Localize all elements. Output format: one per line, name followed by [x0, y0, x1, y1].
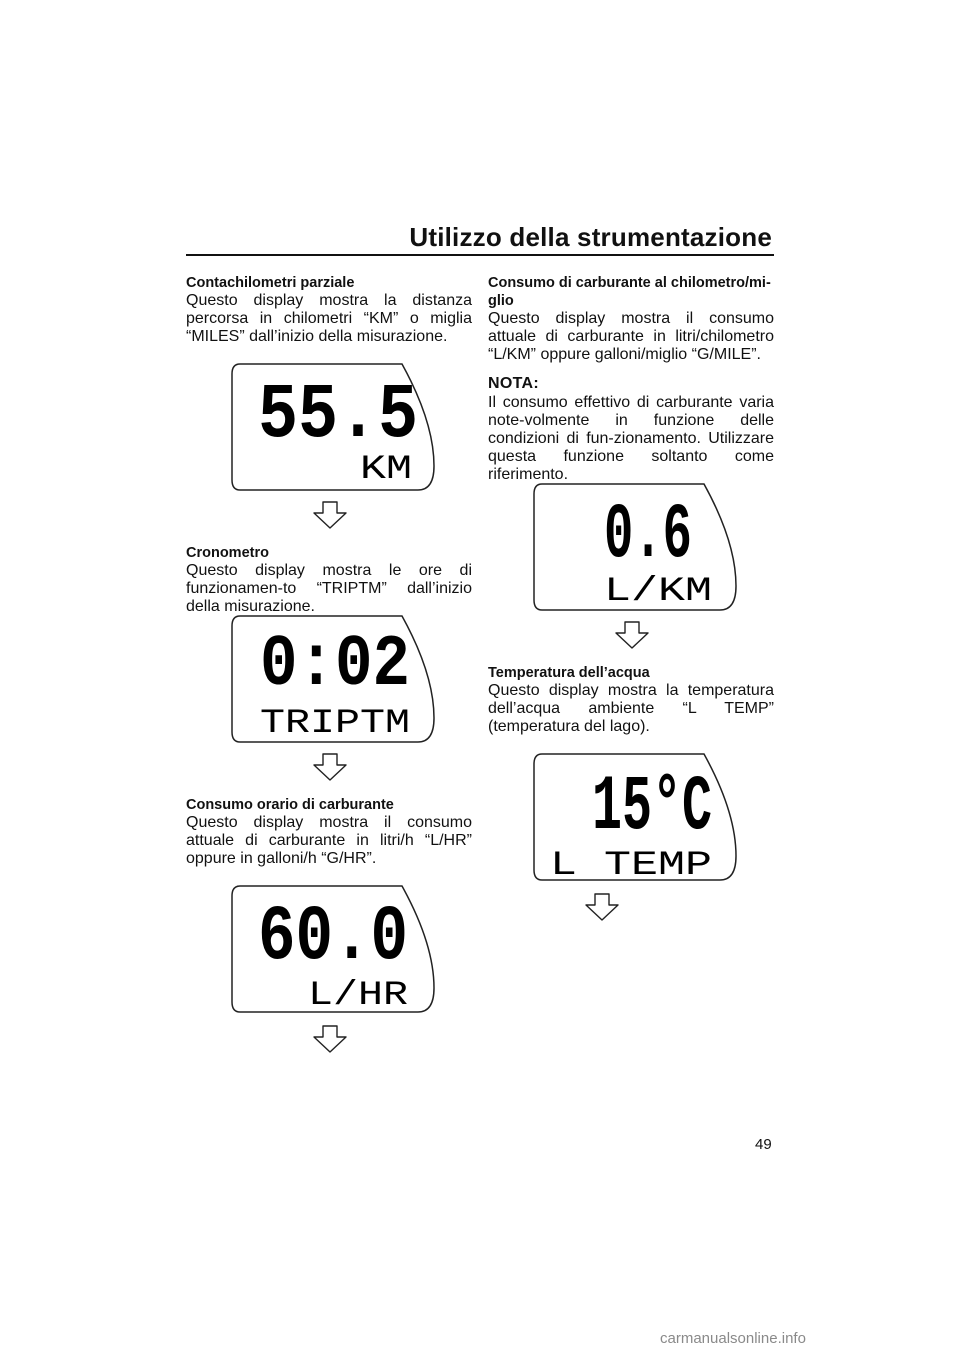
page-number: 49: [755, 1136, 772, 1153]
temp-text: Questo display mostra la temperatura dell’acqua ambiente “L TEMP” (temperatura del lago).: [488, 682, 774, 735]
km-display-value: 0.6: [604, 492, 692, 580]
nota-text: Il consumo effettivo di carburante varia note-volmente in funzione delle condizioni di fun-zionamento. Utilizzare questa funzione soltanto come riferimento.: [488, 394, 774, 483]
chrono-section: [186, 544, 472, 616]
lcd-temp-display: [530, 752, 740, 885]
lcd-hourly-display: [228, 884, 438, 1014]
nota-heading: NOTA:: [488, 375, 539, 392]
km-section: [488, 274, 774, 484]
trip-text: Questo display mostra la distanza percorsa in chilometri “KM” o miglia “MILES” dall’inizio della misurazione.: [186, 292, 472, 345]
temp-display-value: 15°C: [592, 764, 712, 852]
page-title: Utilizzo della strumentazione: [409, 222, 772, 252]
hourly-display-value: 60.0: [258, 894, 408, 982]
hourly-section: [186, 796, 472, 868]
lcd-chrono-display: [228, 614, 438, 744]
down-arrow-icon: [312, 752, 348, 782]
temp-heading: Temperatura dell’acqua: [488, 665, 650, 681]
lcd-km-display: [530, 482, 740, 612]
trip-section: [186, 274, 472, 346]
km-display-unit: L/KM: [604, 573, 712, 611]
chrono-text: Questo display mostra le ore di funzionamen-to “TRIPTM” dall’inizio della misurazione.: [186, 562, 472, 615]
watermark: carmanualsonline.info: [660, 1330, 806, 1347]
hourly-heading: Consumo orario di carburante: [186, 797, 394, 813]
trip-display-unit: KM: [360, 451, 412, 489]
down-arrow-icon: [312, 500, 348, 530]
lcd-trip-display: [228, 362, 438, 492]
chrono-heading: Cronometro: [186, 545, 269, 561]
title-divider: [186, 254, 774, 256]
trip-heading: Contachilometri parziale: [186, 275, 355, 291]
chrono-display-value: 0:02: [260, 624, 410, 706]
temp-section: [488, 664, 774, 736]
km-heading: Consumo di carburante al chilometro/mi-glio: [488, 275, 771, 309]
chrono-display-unit: TRIPTM: [260, 705, 410, 743]
hourly-text: Questo display mostra il consumo attuale di carburante in litri/h “L/HR” oppure in galloni/h “G/HR”.: [186, 814, 472, 867]
down-arrow-icon: [584, 892, 620, 922]
down-arrow-icon: [312, 1024, 348, 1054]
hourly-display-unit: L/HR: [308, 977, 408, 1015]
temp-display-unit: L TEMP: [550, 847, 712, 885]
km-text: Questo display mostra il consumo attuale di carburante in litri/chilometro “L/KM” oppure galloni/miglio “G/MILE”.: [488, 310, 774, 363]
down-arrow-icon: [614, 620, 650, 650]
trip-display-value: 55.5: [258, 372, 418, 460]
